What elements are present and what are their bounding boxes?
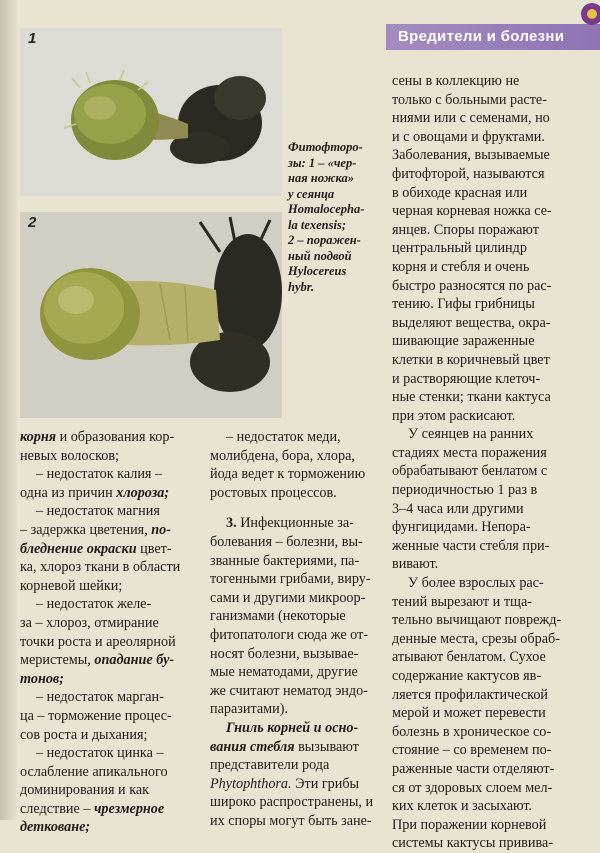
text-line: раженные части отделяют- <box>392 760 555 777</box>
text-line <box>20 651 204 670</box>
text-line: быстро разносятся по рас- <box>392 277 552 294</box>
text-line: болевания – болезни, вы- <box>210 533 363 550</box>
photo-number: 2 <box>28 214 37 231</box>
text-line: тению. Гифы грибницы <box>392 296 535 313</box>
photo-number: 1 <box>28 30 37 47</box>
text-line: мерой и может перевести <box>392 705 546 722</box>
caption-line: зы: 1 – «чер- <box>288 155 357 170</box>
page-fold-shadow <box>0 0 18 820</box>
caption-line: ная ножка» <box>288 171 355 185</box>
emphasis: чрезмерное <box>93 800 165 817</box>
text-line: невых волосков; <box>20 447 120 464</box>
emphasis: детковане; <box>20 819 91 836</box>
text-line: сены в коллекцию не <box>392 73 520 89</box>
text-line: же считают нематод эндо- <box>210 682 368 699</box>
text-line: системы кактусы привива- <box>392 835 554 852</box>
text-line: ка, хлороз ткани в области <box>20 559 181 576</box>
photo-rotted-rootstock <box>20 212 282 418</box>
text-fragment: Инфекционные за- <box>236 515 354 532</box>
text-line <box>20 800 204 819</box>
text-line: и с овощами и фруктами. <box>392 128 545 145</box>
text-line: фунгицидами. Непора- <box>392 519 531 536</box>
text-line: широко распространены, и <box>210 794 374 811</box>
text-line <box>20 818 204 837</box>
text-line <box>210 775 388 794</box>
text-line: ниями или с семенами, но <box>392 110 550 127</box>
photo-seedling-black-leg <box>20 28 282 196</box>
text-line: йода ведет к торможению <box>210 466 366 483</box>
text-fragment: следствие – <box>20 800 94 817</box>
emphasis: хлороза; <box>116 484 170 501</box>
caption-line: у сеянца <box>288 186 335 201</box>
text-line: – недостаток цинка – <box>36 745 164 762</box>
text-line: У более взрослых рас- <box>408 575 544 592</box>
text-line <box>210 514 388 533</box>
text-line: представители рода <box>210 757 330 774</box>
text-line: 3–4 часа или другими <box>392 500 524 517</box>
text-line: сов роста и дыхания; <box>20 726 148 743</box>
text-line: сами и другими микроор- <box>210 589 366 606</box>
text-line: содержание кактусов яв- <box>392 668 542 684</box>
text-fragment: одна из причин <box>20 484 117 501</box>
text-line: за – хлороз, отмирание <box>20 614 159 631</box>
text-line: ца – торможение процес- <box>20 707 172 724</box>
text-line: званные бактериями, па- <box>210 552 360 569</box>
paragraph-gap <box>210 502 388 514</box>
text-line <box>20 484 204 503</box>
text-line: фитофторой, называются <box>392 165 545 182</box>
text-line: При поражении корневой <box>392 816 547 833</box>
text-line: их споры могут быть зане- <box>210 812 372 829</box>
text-line: в обиходе красная или <box>392 184 528 201</box>
genus-name: Phytophthora. <box>210 775 292 792</box>
text-line <box>20 428 204 447</box>
text-fragment: цвет- <box>136 540 172 557</box>
emphasis: тонов; <box>20 670 64 687</box>
text-line: вивают. <box>392 556 439 573</box>
text-line: – недостаток магния <box>36 503 160 520</box>
text-line: денные места, срезы обраб- <box>392 630 560 647</box>
cactus-seedling-illustration <box>20 28 282 196</box>
text-line: болезнь в хроническое со- <box>392 723 552 740</box>
text-line: – недостаток меди, <box>226 429 341 445</box>
text-line: черная корневая ножка се- <box>392 203 552 220</box>
emphasis: опадание бу- <box>94 652 175 669</box>
text-line: – недостаток калия – <box>36 466 163 483</box>
text-line: корня и стебля и очень <box>392 258 530 275</box>
caption-line: hybr. <box>288 279 315 294</box>
text-line: ганизмами (некоторые <box>210 608 346 625</box>
text-line: ростовых процессов. <box>210 484 337 501</box>
text-line: – недостаток желе- <box>36 596 152 613</box>
text-line: фитопатологи сюда же от- <box>210 626 368 643</box>
caption-line: Фитофторо- <box>288 140 363 154</box>
text-column-1 <box>20 428 204 837</box>
text-line: только с больными расте- <box>392 91 547 108</box>
section-number: 3. <box>226 515 237 532</box>
text-fragment: – задержка цветения, <box>20 521 152 538</box>
emphasis: по- <box>151 521 172 538</box>
text-line <box>20 521 204 540</box>
text-column-3 <box>392 72 592 853</box>
text-line <box>20 540 204 559</box>
text-column-2 <box>210 428 388 830</box>
text-fragment: меристемы, <box>20 652 95 669</box>
text-line <box>20 670 204 689</box>
text-line: периодичностью 1 раз в <box>392 482 538 499</box>
section-banner: Вредители и болезни <box>386 24 600 50</box>
caption-line: Homalocepha- <box>288 202 365 216</box>
caption-line: 2 – поражен- <box>288 233 361 247</box>
text-line: женные части стебля при- <box>392 537 550 554</box>
text-line: и растворяющие клеточ- <box>392 370 541 387</box>
text-line: при этом раскисают. <box>392 407 516 424</box>
caption-line: ный подвой <box>288 248 352 263</box>
caption-line: la texensis; <box>288 217 346 232</box>
emphasis: бледнение окраски <box>20 540 137 557</box>
text-line: Заболевания, вызываемые <box>392 147 550 164</box>
text-fragment: вызывают <box>294 738 359 755</box>
text-line: У сеянцев на ранних <box>408 426 534 443</box>
text-line: тогенными грибами, виру- <box>210 571 371 588</box>
caption-line: Hylocereus <box>288 264 347 278</box>
text-line: паразитами). <box>210 701 288 718</box>
text-line: доминирования и как <box>20 782 150 799</box>
text-line: тельно вычищают поврежд- <box>392 612 562 629</box>
text-line: ких клеток и засыхают. <box>392 798 533 815</box>
emphasis: корня <box>20 429 57 445</box>
flower-icon <box>572 0 600 30</box>
text-fragment: и образования кор- <box>56 429 175 445</box>
emphasis: вания стебля <box>210 738 295 755</box>
text-line: центральный цилиндр <box>392 240 527 257</box>
text-line: атывают бенлатом. Сухое <box>392 649 546 666</box>
text-line: молибдена, бора, хлора, <box>210 447 355 464</box>
text-line: – недостаток марган- <box>36 689 164 706</box>
text-line: янцев. Споры поражают <box>392 221 539 238</box>
text-line: носят болезни, вызывае- <box>210 645 359 662</box>
text-line <box>210 738 388 757</box>
text-line: стояние – со временем по- <box>392 742 552 759</box>
text-line: корневой шейки; <box>20 577 123 594</box>
rootstock-illustration <box>20 212 282 418</box>
text-line: мые нематодами, другие <box>210 664 358 681</box>
text-line: обрабатывают бенлатом с <box>392 463 548 480</box>
text-line: тений вырезают и тща- <box>392 593 532 610</box>
text-line: ослабление апикального <box>20 763 168 780</box>
text-line: ся от здоровых слоем мел- <box>392 779 553 796</box>
text-line: шивающие зараженные <box>392 333 535 350</box>
text-line: стадиях места поражения <box>392 444 547 461</box>
text-line: ляется профилактической <box>392 686 549 703</box>
text-line: ные стенки; ткани кактуса <box>392 389 551 406</box>
text-line: клетки в коричневый цвет <box>392 351 550 368</box>
photo-caption <box>288 140 384 295</box>
text-fragment: Эти грибы <box>291 775 360 792</box>
text-line <box>210 719 388 738</box>
emphasis: Гниль корней и осно- <box>226 719 359 736</box>
text-line: выделяют вещества, окра- <box>392 314 551 331</box>
text-line: точки роста и ареолярной <box>20 633 176 650</box>
